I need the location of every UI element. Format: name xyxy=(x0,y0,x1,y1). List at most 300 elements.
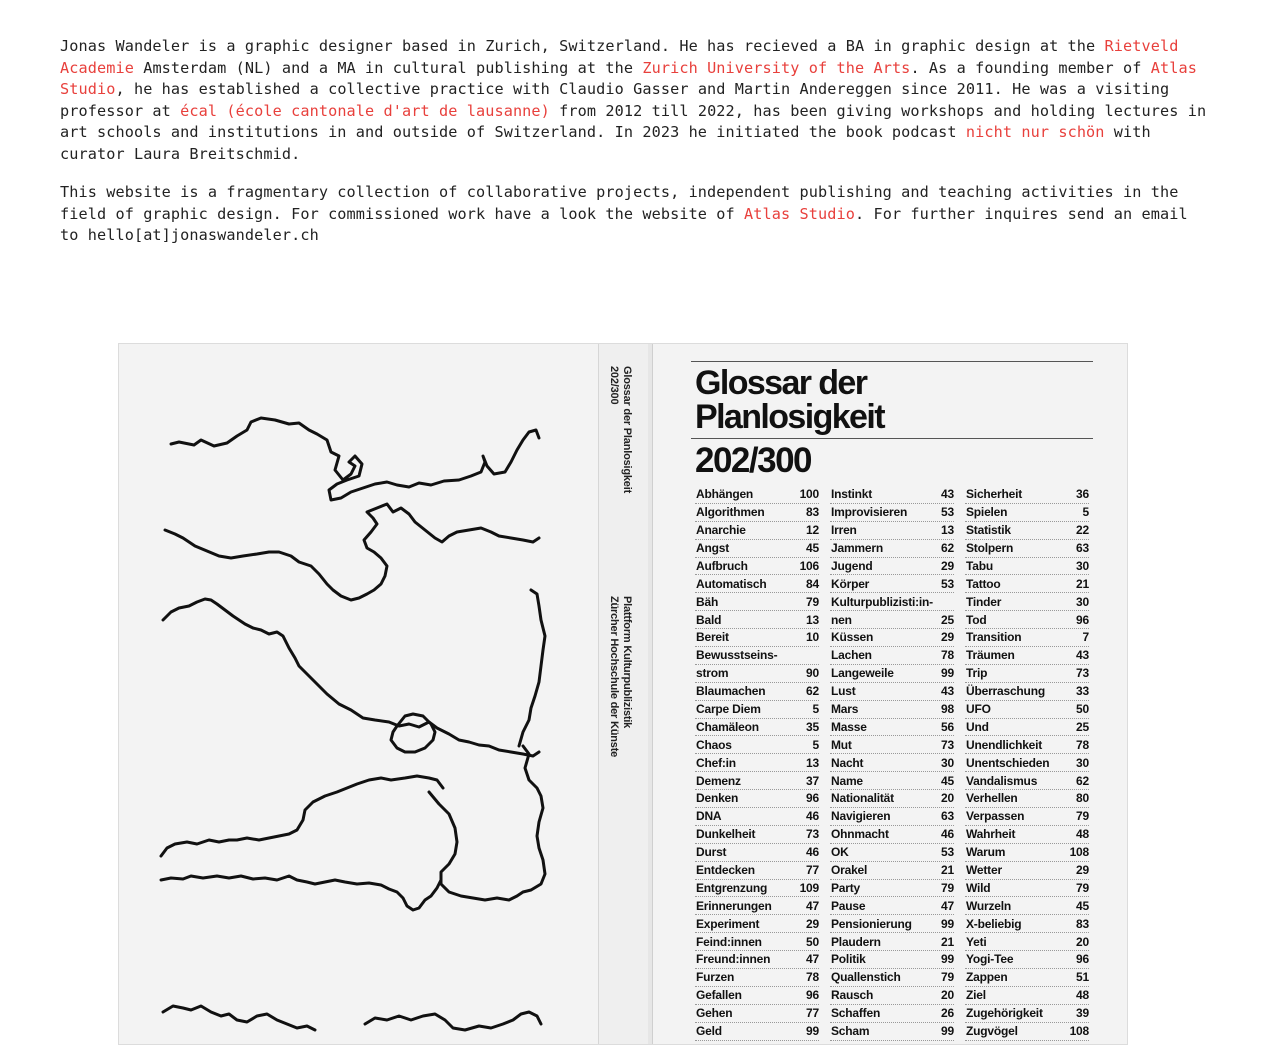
glossary-entry xyxy=(830,808,954,826)
glossary-count: 37 xyxy=(806,773,819,788)
glossary-column-2 xyxy=(830,486,954,1041)
glossary-count: 100 xyxy=(799,487,819,502)
glossary-count: 109 xyxy=(799,880,819,895)
glossary-count: 30 xyxy=(1076,594,1089,609)
glossary-entry xyxy=(965,575,1089,593)
glossary-term: Feind:innen xyxy=(696,934,762,949)
glossary-term: OK xyxy=(831,845,849,860)
glossary-count: 50 xyxy=(1076,701,1089,716)
glossary-term: Wild xyxy=(966,880,991,895)
glossary-count: 45 xyxy=(941,773,954,788)
glossary-count: 46 xyxy=(941,827,954,842)
glossary-entry xyxy=(695,611,819,629)
glossary-term: Nationalität xyxy=(831,791,894,806)
glossary-term: Zappen xyxy=(966,970,1008,985)
glossary-term: Chaos xyxy=(696,737,732,752)
book-count: 202/300 xyxy=(695,441,812,480)
bio-link[interactable]: nicht nur schön xyxy=(965,123,1105,141)
glossary-count: 47 xyxy=(806,898,819,913)
glossary-entry xyxy=(830,611,954,629)
glossary-term: Politik xyxy=(831,952,866,967)
glossary-entry xyxy=(830,719,954,737)
glossary-term: Freund:innen xyxy=(696,952,771,967)
glossary-count: 80 xyxy=(1076,791,1089,806)
glossary-term: Tinder xyxy=(966,594,1002,609)
glossary-count: 50 xyxy=(806,934,819,949)
glossary-count: 25 xyxy=(1076,719,1089,734)
glossary-count: 5 xyxy=(812,701,819,716)
glossary-term: Jammern xyxy=(831,540,883,555)
glossary-count: 36 xyxy=(1076,487,1089,502)
bio-link[interactable]: Zurich University of the Arts xyxy=(642,58,911,77)
glossary-entry xyxy=(695,915,819,933)
glossary-entry xyxy=(695,969,819,987)
bio-text xyxy=(60,36,1210,264)
glossary-entry xyxy=(965,522,1089,540)
glossary-entry xyxy=(695,897,819,915)
glossary-entry xyxy=(965,1005,1089,1023)
glossary-entry xyxy=(695,862,819,880)
glossary-entry xyxy=(830,647,954,665)
glossary-entry xyxy=(965,862,1089,880)
glossary-term: Zugehörigkeit xyxy=(966,1006,1043,1021)
glossary-term: Langeweile xyxy=(831,666,894,681)
glossary-entry xyxy=(695,736,819,754)
glossary-count: 22 xyxy=(1076,523,1089,538)
glossary-count: 46 xyxy=(806,809,819,824)
glossary-term: Quallenstich xyxy=(831,970,901,985)
spine-title: Glossar der Planlosigkeit xyxy=(621,366,633,494)
glossary-entry xyxy=(695,665,819,683)
glossary-term: Mut xyxy=(831,737,852,752)
glossary-term: Wurzeln xyxy=(966,898,1012,913)
glossary-term: DNA xyxy=(696,809,722,824)
glossary-term: Wahrheit xyxy=(966,827,1016,842)
glossary-count: 79 xyxy=(1076,880,1089,895)
glossary-term: Spielen xyxy=(966,505,1008,520)
glossary-term: Verhellen xyxy=(966,791,1018,806)
glossary-count: 73 xyxy=(941,737,954,752)
glossary-term: Ziel xyxy=(966,988,986,1003)
glossary-term: Aufbruch xyxy=(696,558,748,573)
glossary-entry xyxy=(830,969,954,987)
glossary-count: 99 xyxy=(941,1024,954,1039)
glossary-entry xyxy=(695,683,819,701)
glossary-entry xyxy=(965,665,1089,683)
spine-publisher-line1: Plattform Kulturpublizistik xyxy=(621,596,633,729)
glossary-entry xyxy=(830,558,954,576)
bio-link[interactable]: Atlas Studio xyxy=(60,58,1197,98)
glossary-entry xyxy=(830,736,954,754)
glossary-entry xyxy=(830,540,954,558)
glossary-term: Ohnmacht xyxy=(831,827,889,842)
glossary-term: Pause xyxy=(831,898,866,913)
glossary-count: 51 xyxy=(1076,970,1089,985)
glossary-count: 108 xyxy=(1069,845,1089,860)
book-back-cover xyxy=(119,344,597,1044)
glossary-term: Bald xyxy=(696,612,722,627)
glossary-column-1 xyxy=(695,486,819,1041)
bio-text-segment: with curator Laura Breitschmid. xyxy=(60,123,1151,163)
glossary-entry xyxy=(965,915,1089,933)
glossary-term: Improvisieren xyxy=(831,505,908,520)
glossary-count: 99 xyxy=(806,1024,819,1039)
glossary-count: 20 xyxy=(941,791,954,806)
glossary-term: Gehen xyxy=(696,1006,733,1021)
glossary-term: Verpassen xyxy=(966,809,1025,824)
glossary-term: Sicherheit xyxy=(966,487,1023,502)
glossary-count: 53 xyxy=(941,505,954,520)
glossary-entry xyxy=(695,790,819,808)
glossary-count: 43 xyxy=(941,487,954,502)
glossary-term: Unendlichkeit xyxy=(966,737,1043,752)
glossary-term: Name xyxy=(831,773,863,788)
glossary-count: 79 xyxy=(1076,809,1089,824)
glossary-count: 29 xyxy=(941,558,954,573)
glossary-count: 43 xyxy=(1076,648,1089,663)
glossary-term: Blaumachen xyxy=(696,684,766,699)
glossary-count: 29 xyxy=(806,916,819,931)
glossary-count: 62 xyxy=(1076,773,1089,788)
glossary-term: Irren xyxy=(831,523,857,538)
spine-publisher-line2: Zürcher Hochschule der Künste xyxy=(608,596,620,758)
title-top-rule xyxy=(691,361,1093,362)
glossary-count: 73 xyxy=(806,827,819,842)
glossary-entry xyxy=(965,754,1089,772)
glossary-entry xyxy=(695,754,819,772)
glossary-term: Instinkt xyxy=(831,487,873,502)
glossary-term: Mars xyxy=(831,701,859,716)
glossary-term: Schaffen xyxy=(831,1006,881,1021)
glossary-count: 21 xyxy=(941,934,954,949)
glossary-entry xyxy=(695,933,819,951)
glossary-term: Chef:in xyxy=(696,755,736,770)
glossary-term: Plaudern xyxy=(831,934,881,949)
glossary-term: Trip xyxy=(966,666,988,681)
glossary-entry xyxy=(965,880,1089,898)
title-bottom-rule xyxy=(691,438,1093,439)
glossary-term: Körper xyxy=(831,576,870,591)
glossary-entry xyxy=(965,629,1089,647)
glossary-count: 13 xyxy=(806,755,819,770)
book-title-line2: Planlosigkeit xyxy=(695,398,884,436)
book-title xyxy=(695,366,884,434)
glossary-term: Denken xyxy=(696,791,739,806)
glossary-term: Scham xyxy=(831,1024,870,1039)
glossary-term: Und xyxy=(966,719,989,734)
glossary-term: Entgrenzung xyxy=(696,880,768,895)
glossary-count: 20 xyxy=(1076,934,1089,949)
glossary-entry xyxy=(830,665,954,683)
glossary-entry xyxy=(830,826,954,844)
glossary-entry xyxy=(830,1023,954,1041)
glossary-count: 96 xyxy=(1076,612,1089,627)
glossary-count: 79 xyxy=(941,970,954,985)
glossary-count: 63 xyxy=(1076,540,1089,555)
glossary-count: 46 xyxy=(806,845,819,860)
glossary-term: Kulturpublizisti:in- xyxy=(831,594,933,609)
glossary-entry xyxy=(830,897,954,915)
glossary-count: 62 xyxy=(806,684,819,699)
glossary-term: Bewusstseins- xyxy=(696,648,778,663)
glossary-entry xyxy=(830,701,954,719)
glossary-entry xyxy=(830,629,954,647)
glossary-count: 5 xyxy=(1082,505,1089,520)
glossary-term: Überraschung xyxy=(966,684,1045,699)
bio-paragraph-1 xyxy=(60,36,1210,165)
glossary-term: Bäh xyxy=(696,594,719,609)
glossary-entry xyxy=(695,1023,819,1041)
glossary-term: Furzen xyxy=(696,970,735,985)
glossary-entry xyxy=(695,951,819,969)
glossary-term: Wetter xyxy=(966,863,1002,877)
glossary-count: 77 xyxy=(806,1006,819,1021)
glossary-entry xyxy=(965,1023,1089,1041)
glossary-term: Orakel xyxy=(831,863,868,877)
glossary-count: 29 xyxy=(1076,863,1089,877)
glossary-entry xyxy=(965,504,1089,522)
glossary-count: 47 xyxy=(941,898,954,913)
glossary-entry xyxy=(830,844,954,862)
glossary-count: 25 xyxy=(941,612,954,627)
glossary-term: Pensionierung xyxy=(831,916,912,931)
glossary-count: 21 xyxy=(941,863,954,877)
glossary-term: Geld xyxy=(696,1024,722,1039)
glossary-count: 90 xyxy=(806,666,819,681)
glossary-term: Party xyxy=(831,880,861,895)
glossary-count: 48 xyxy=(1076,827,1089,842)
line-drawing-illustration xyxy=(119,344,597,1044)
glossary-term: Zugvögel xyxy=(966,1024,1018,1039)
spine-count: 202/300 xyxy=(608,366,620,405)
glossary-entry xyxy=(830,880,954,898)
glossary-count: 26 xyxy=(941,1006,954,1021)
glossary-count: 96 xyxy=(1076,952,1089,967)
glossary-count: 79 xyxy=(941,880,954,895)
glossary-entry xyxy=(830,683,954,701)
glossary-term: Tod xyxy=(966,612,987,627)
glossary-term: Carpe Diem xyxy=(696,701,761,716)
glossary-entry xyxy=(965,558,1089,576)
glossary-count: 35 xyxy=(806,719,819,734)
bio-text-segment: Jonas Wandeler is a graphic designer based in Zurich, Switzerland. He has recieved a BA in graphic design at the xyxy=(60,37,1105,55)
glossary-entry xyxy=(695,987,819,1005)
glossary-count: 108 xyxy=(1069,1024,1089,1039)
glossary-count: 79 xyxy=(806,594,819,609)
glossary-entry xyxy=(695,772,819,790)
glossary-term: Automatisch xyxy=(696,576,767,591)
glossary-entry xyxy=(695,504,819,522)
glossary-term: Statistik xyxy=(966,523,1011,538)
glossary-term: Durst xyxy=(696,845,727,860)
glossary-term: Abhängen xyxy=(696,487,754,502)
glossary-count: 83 xyxy=(1076,916,1089,931)
glossary-count: 30 xyxy=(1076,755,1089,770)
glossary-term: Transition xyxy=(966,630,1022,645)
glossary-entry xyxy=(830,915,954,933)
glossary-count: 63 xyxy=(941,809,954,824)
glossary-term: Navigieren xyxy=(831,809,891,824)
glossary-term: Warum xyxy=(966,845,1006,860)
bio-link[interactable]: Atlas Studio xyxy=(744,204,855,223)
glossary-count: 13 xyxy=(941,523,954,538)
glossary-entry xyxy=(965,540,1089,558)
glossary-entry xyxy=(830,862,954,880)
bio-text-segment: . As a founding member of xyxy=(910,58,1151,77)
glossary-term: Masse xyxy=(831,719,867,734)
glossary-entry xyxy=(695,522,819,540)
glossary-term: Chamäleon xyxy=(696,719,759,734)
glossary-term: Bereit xyxy=(696,630,729,645)
glossary-entry xyxy=(695,593,819,611)
glossary-term: Yogi-Tee xyxy=(966,952,1014,967)
glossary-count: 106 xyxy=(799,558,819,573)
glossary-count: 43 xyxy=(941,684,954,699)
glossary-count: 48 xyxy=(1076,988,1089,1003)
glossary-entry xyxy=(695,808,819,826)
glossary-term: Gefallen xyxy=(696,988,742,1003)
glossary-count: 83 xyxy=(806,505,819,520)
glossary-entry xyxy=(830,933,954,951)
glossary-entry xyxy=(965,611,1089,629)
glossary-count: 29 xyxy=(941,630,954,645)
glossary-entry xyxy=(830,486,954,504)
glossary-count: 53 xyxy=(941,576,954,591)
glossary-term: Träumen xyxy=(966,648,1015,663)
glossary-count: 33 xyxy=(1076,684,1089,699)
glossary-entry xyxy=(695,844,819,862)
glossary-count: 77 xyxy=(806,863,819,877)
glossary-entry xyxy=(695,1005,819,1023)
glossary-count: 53 xyxy=(941,845,954,860)
glossary-entry xyxy=(965,987,1089,1005)
glossary-entry xyxy=(965,951,1089,969)
glossary-entry xyxy=(695,826,819,844)
glossary-term: Entdecken xyxy=(696,863,755,877)
glossary-term: Stolpern xyxy=(966,540,1014,555)
glossary-entry xyxy=(965,844,1089,862)
bio-text-segment: Amsterdam (NL) and a MA in cultural publishing at the xyxy=(133,58,643,77)
spine-title-block xyxy=(607,366,633,493)
glossary-count: 99 xyxy=(941,952,954,967)
glossary-entry xyxy=(695,719,819,737)
glossary-term: Anarchie xyxy=(696,523,746,538)
bio-text-segment: , he has established a collective practice with Claudio Gasser and Martin Andereggen since 2011. He was a visiting professor at xyxy=(60,80,1170,120)
glossary-entry xyxy=(965,772,1089,790)
glossary-count: 84 xyxy=(806,576,819,591)
glossary-count: 45 xyxy=(1076,898,1089,913)
glossary-entry xyxy=(965,969,1089,987)
glossary-entry xyxy=(965,593,1089,611)
book-title-line1: Glossar der xyxy=(695,364,867,402)
glossary-entry xyxy=(830,504,954,522)
glossary-term: nen xyxy=(831,612,852,627)
glossary-entry xyxy=(695,647,819,665)
glossary-term: Unentschieden xyxy=(966,755,1050,770)
glossary-entry xyxy=(965,486,1089,504)
bio-link[interactable]: écal (école cantonale d'art de lausanne) xyxy=(180,101,550,120)
bio-text-segment: from 2012 till 2022, has been giving workshops and holding lectures in art schools and institutions in and outside of Switzerland. In 2023 he initiated the book podcast xyxy=(60,101,1207,141)
glossary-term: Algorithmen xyxy=(696,505,765,520)
glossary-term: Küssen xyxy=(831,630,874,645)
glossary-entry xyxy=(830,951,954,969)
glossary-term: Dunkelheit xyxy=(696,827,756,842)
glossary-count: 78 xyxy=(806,970,819,985)
glossary-term: Experiment xyxy=(696,916,760,931)
glossary-term: Lust xyxy=(831,684,856,699)
glossary-count: 56 xyxy=(941,719,954,734)
glossary-entry xyxy=(695,558,819,576)
bio-text-segment: This website is a fragmentary collection of collaborative projects, independent publishing and teaching activities in the field of graphic design. For commissioned work have a look the website of xyxy=(60,183,1179,223)
glossary-entry xyxy=(695,701,819,719)
glossary-term: X-beliebig xyxy=(966,916,1022,931)
bio-text-segment: . For further inquires send an email to hello[at]jonaswandeler.ch xyxy=(60,204,1188,244)
glossary-count: 7 xyxy=(1082,630,1089,645)
glossary-term: Demenz xyxy=(696,773,741,788)
glossary-entry xyxy=(965,790,1089,808)
glossary-term: Jugend xyxy=(831,558,873,573)
glossary-term: UFO xyxy=(966,701,991,716)
glossary-term: Vandalismus xyxy=(966,773,1038,788)
glossary-count: 45 xyxy=(806,540,819,555)
glossary-count: 39 xyxy=(1076,1006,1089,1021)
glossary-column-3 xyxy=(965,486,1089,1041)
glossary-entry xyxy=(830,522,954,540)
glossary-entry xyxy=(965,826,1089,844)
glossary-entry xyxy=(830,593,954,611)
book-image xyxy=(118,343,1128,1045)
spine-publisher-block xyxy=(607,596,633,757)
glossary-count: 12 xyxy=(806,523,819,538)
glossary-count: 47 xyxy=(806,952,819,967)
glossary-count: 98 xyxy=(941,701,954,716)
glossary-entry xyxy=(830,790,954,808)
glossary-count: 30 xyxy=(941,755,954,770)
glossary-entry xyxy=(965,808,1089,826)
glossary-entry xyxy=(695,880,819,898)
glossary-entry xyxy=(830,575,954,593)
glossary-entry xyxy=(830,772,954,790)
glossary-count: 73 xyxy=(1076,666,1089,681)
glossary-term: Tabu xyxy=(966,558,993,573)
glossary-count: 5 xyxy=(812,737,819,752)
glossary-term: Erinnerungen xyxy=(696,898,772,913)
glossary-count: 99 xyxy=(941,916,954,931)
glossary-entry xyxy=(965,701,1089,719)
glossary-count: 99 xyxy=(941,666,954,681)
glossary-entry xyxy=(965,736,1089,754)
glossary-entry xyxy=(830,987,954,1005)
glossary-term: Tattoo xyxy=(966,576,1001,591)
glossary-term: Yeti xyxy=(966,934,987,949)
glossary-count: 96 xyxy=(806,988,819,1003)
glossary-entry xyxy=(695,486,819,504)
glossary-entry xyxy=(965,933,1089,951)
glossary-count: 21 xyxy=(1076,576,1089,591)
book-front-cover xyxy=(653,344,1127,1044)
glossary-term: Nacht xyxy=(831,755,864,770)
glossary-entry xyxy=(695,540,819,558)
bio-link[interactable]: Rietveld Academie xyxy=(60,37,1179,77)
glossary-entry xyxy=(965,647,1089,665)
glossary-entry xyxy=(695,575,819,593)
glossary-entry xyxy=(830,1005,954,1023)
glossary-term: Lachen xyxy=(831,648,872,663)
glossary-entry xyxy=(965,897,1089,915)
glossary-count: 78 xyxy=(1076,737,1089,752)
glossary-count: 62 xyxy=(941,540,954,555)
glossary-entry xyxy=(695,629,819,647)
